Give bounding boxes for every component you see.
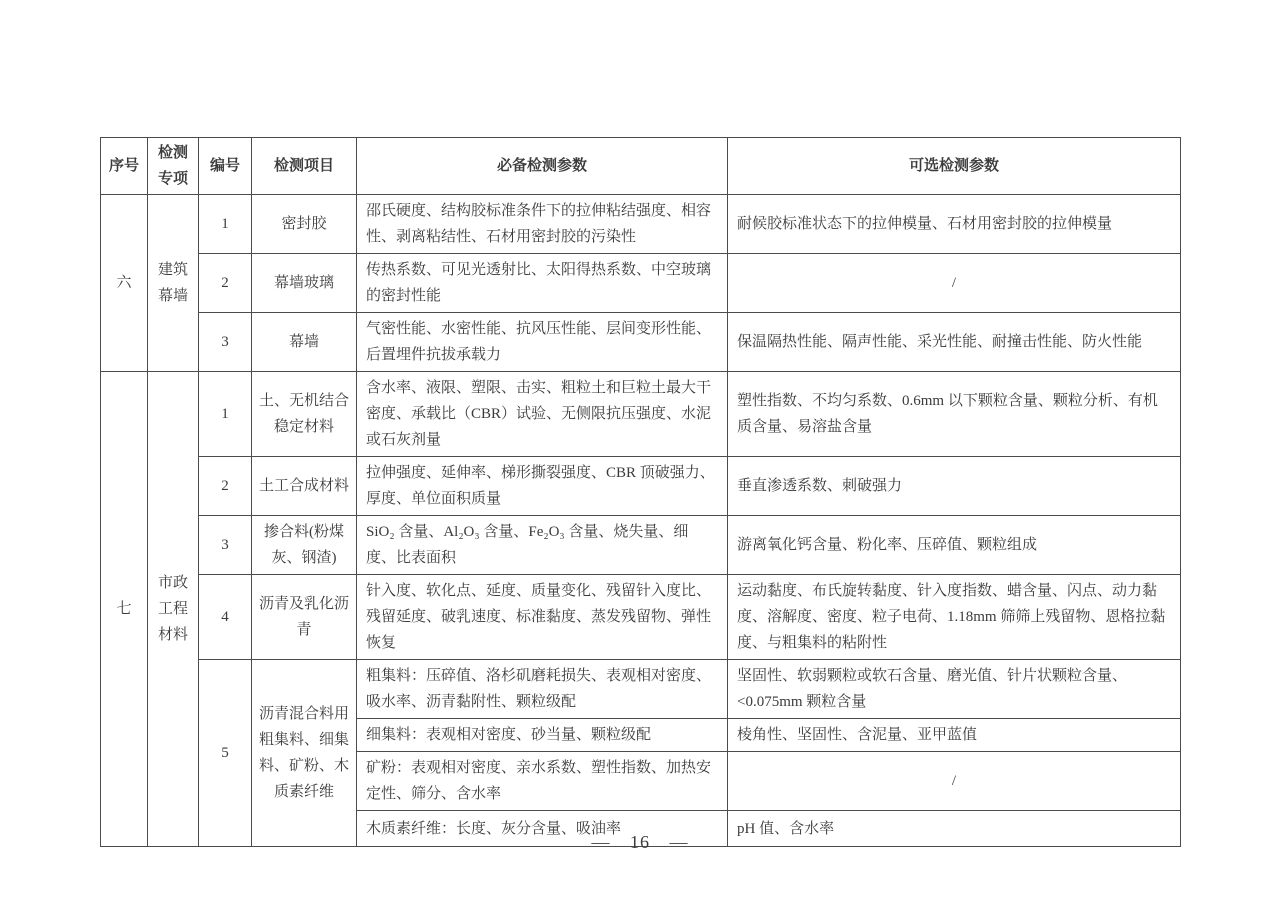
cell-optional-params-none: / (728, 254, 1181, 313)
cell-number: 3 (199, 313, 252, 372)
cell-item-admixture: 掺合料(粉煤灰、钢渣) (252, 516, 357, 575)
table-row-asphalt (101, 575, 1181, 660)
table-row-curtain-wall (101, 313, 1181, 372)
table-row-coarse-aggregate (101, 660, 1181, 719)
cell-required-params-mineral-powder: 矿粉：表观相对密度、亲水系数、塑性指数、加热安定性、筛分、含水率 (357, 752, 728, 811)
cell-item-curtain-wall-glass: 幕墙玻璃 (252, 254, 357, 313)
cell-number: 1 (199, 195, 252, 254)
cell-optional-params-coarse-aggregate: 坚固性、软弱颗粒或软石含量、磨光值、针片状颗粒含量、<0.075mm 颗粒含量 (728, 660, 1181, 719)
cell-optional-params: 塑性指数、不均匀系数、0.6mm 以下颗粒含量、颗粒分析、有机质含量、易溶盐含量 (728, 372, 1181, 457)
table-row-soil-stabilized (101, 372, 1181, 457)
table-row-sealant (101, 195, 1181, 254)
header-number: 编号 (199, 138, 252, 195)
table-row-curtain-wall-glass (101, 254, 1181, 313)
cell-item-soil-stabilized: 土、无机结合稳定材料 (252, 372, 357, 457)
cell-required-params: 含水率、液限、塑限、击实、粗粒土和巨粒土最大干密度、承载比（CBR）试验、无侧限抗压强度、水泥或石灰剂量 (357, 372, 728, 457)
cell-required-params: 邵氏硬度、结构胶标准条件下的拉伸粘结强度、相容性、剥离粘结性、石材用密封胶的污染性 (357, 195, 728, 254)
cell-serial-six: 六 (101, 195, 148, 372)
cell-item-asphalt: 沥青及乳化沥青 (252, 575, 357, 660)
cell-specialty-municipal-materials: 市政工程材料 (148, 372, 199, 847)
header-optional-params: 可选检测参数 (728, 138, 1181, 195)
cell-item-sealant: 密封胶 (252, 195, 357, 254)
page-number: — 16 — (591, 832, 689, 852)
table-row-geosynthetics (101, 457, 1181, 516)
cell-optional-params-lignin-fiber: pH 值、含水率 (728, 811, 1181, 847)
cell-optional-params: 保温隔热性能、隔声性能、采光性能、耐撞击性能、防火性能 (728, 313, 1181, 372)
cell-optional-params-none: / (728, 752, 1181, 811)
cell-required-params: 传热系数、可见光透射比、太阳得热系数、中空玻璃的密封性能 (357, 254, 728, 313)
cell-required-params: SiO₂ 含量、Al₂O₃ 含量、Fe₂O₃ 含量、烧失量、细度、比表面积 (357, 516, 728, 575)
cell-optional-params: 耐候胶标准状态下的拉伸模量、石材用密封胶的拉伸模量 (728, 195, 1181, 254)
inspection-parameters-table (100, 137, 1181, 847)
cell-number: 2 (199, 457, 252, 516)
cell-optional-params: 游离氧化钙含量、粉化率、压碎值、颗粒组成 (728, 516, 1181, 575)
cell-item-curtain-wall: 幕墙 (252, 313, 357, 372)
cell-number: 4 (199, 575, 252, 660)
cell-number: 3 (199, 516, 252, 575)
header-specialty: 检测专项 (148, 138, 199, 195)
cell-serial-seven: 七 (101, 372, 148, 847)
cell-item-geosynthetics: 土工合成材料 (252, 457, 357, 516)
cell-required-params-lignin-fiber: 木质素纤维：长度、灰分含量、吸油率 (357, 811, 728, 847)
cell-number: 5 (199, 660, 252, 847)
cell-required-params: 拉伸强度、延伸率、梯形撕裂强度、CBR 顶破强力、厚度、单位面积质量 (357, 457, 728, 516)
header-item: 检测项目 (252, 138, 357, 195)
cell-required-params: 气密性能、水密性能、抗风压性能、层间变形性能、后置埋件抗拔承载力 (357, 313, 728, 372)
header-serial: 序号 (101, 138, 148, 195)
cell-required-params: 针入度、软化点、延度、质量变化、残留针入度比、残留延度、破乳速度、标准黏度、蒸发残留物、弹性恢复 (357, 575, 728, 660)
table-row-admixture (101, 516, 1181, 575)
cell-required-params-fine-aggregate: 细集料：表观相对密度、砂当量、颗粒级配 (357, 719, 728, 752)
cell-number: 2 (199, 254, 252, 313)
cell-specialty-curtain-wall: 建筑幕墙 (148, 195, 199, 372)
header-required-params: 必备检测参数 (357, 138, 728, 195)
cell-number: 1 (199, 372, 252, 457)
cell-optional-params-fine-aggregate: 棱角性、坚固性、含泥量、亚甲蓝值 (728, 719, 1181, 752)
cell-optional-params: 垂直渗透系数、刺破强力 (728, 457, 1181, 516)
table-header-row (101, 138, 1181, 195)
cell-required-params-coarse-aggregate: 粗集料：压碎值、洛杉矶磨耗损失、表观相对密度、吸水率、沥青黏附性、颗粒级配 (357, 660, 728, 719)
cell-item-asphalt-mixture-aggregates: 沥青混合料用粗集料、细集料、矿粉、木质素纤维 (252, 660, 357, 847)
cell-optional-params: 运动黏度、布氏旋转黏度、针入度指数、蜡含量、闪点、动力黏度、溶解度、密度、粒子电荷、1.18mm 筛筛上残留物、恩格拉黏度、与粗集料的粘附性 (728, 575, 1181, 660)
